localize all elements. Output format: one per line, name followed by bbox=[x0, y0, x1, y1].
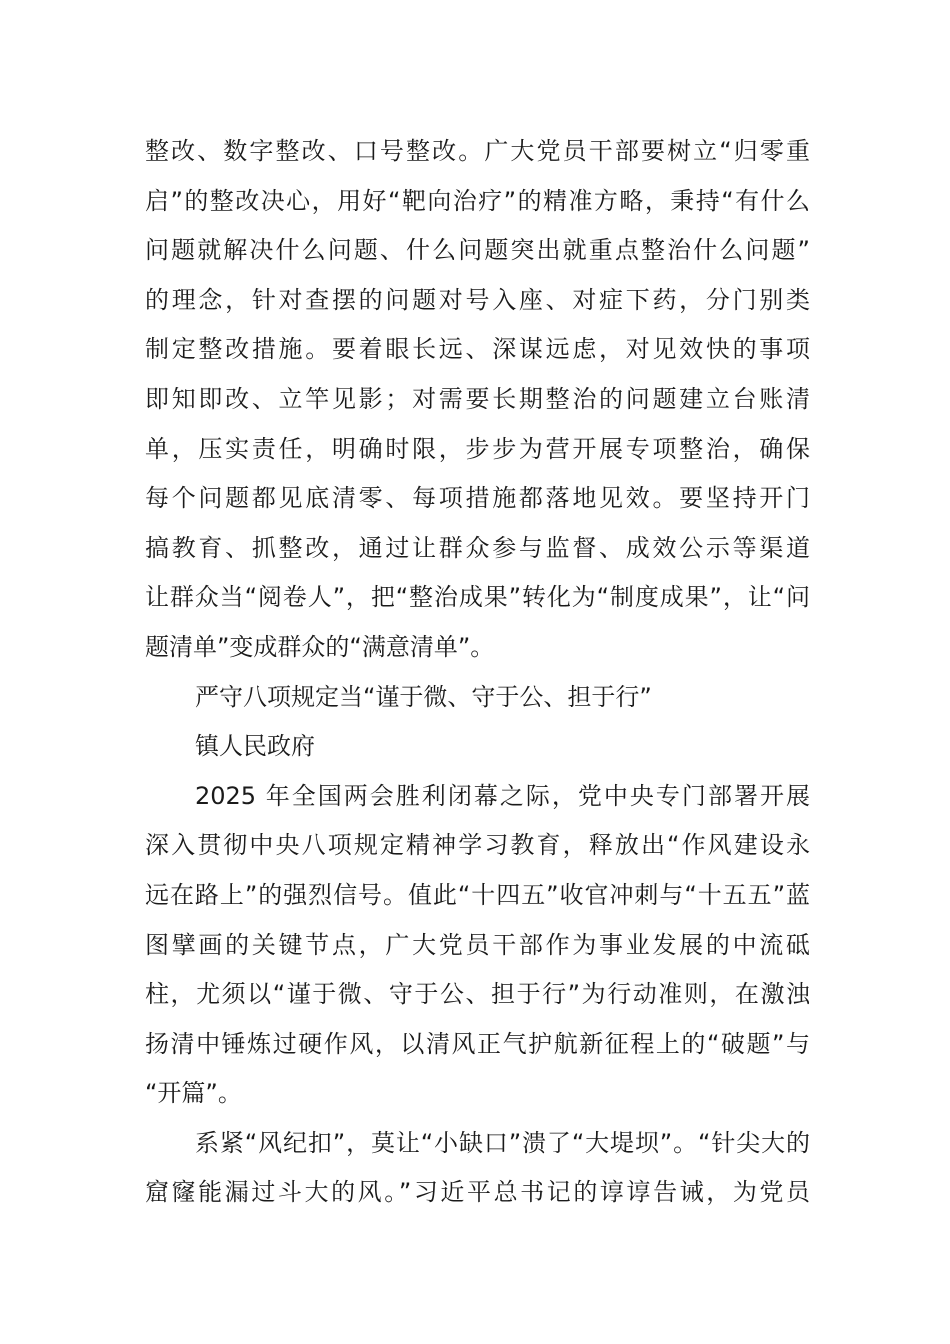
text-line: 图擘画的关键节点，广大党员干部作为事业发展的中流砥 bbox=[145, 930, 810, 959]
text-line: 窟窿能漏过斗大的风。”习近平总书记的谆谆告诫，为党员 bbox=[145, 1178, 810, 1207]
text-line: 即知即改、立竿见影；对需要长期整治的问题建立台账清 bbox=[145, 384, 810, 413]
article-title: 严守八项规定当“谨于微、守于公、担于行” bbox=[195, 682, 652, 711]
text-line: 题清单”变成群众的“满意清单”。 bbox=[145, 632, 495, 661]
text-line: 搞教育、抓整改，通过让群众参与监督、成效公示等渠道 bbox=[145, 533, 810, 562]
text-line: 每个问题都见底清零、每项措施都落地见效。要坚持开门 bbox=[145, 484, 810, 513]
article-author: 镇人民政府 bbox=[195, 732, 315, 761]
document-body bbox=[145, 127, 810, 1218]
text-line: 扬清中锤炼过硬作风，以清风正气护航新征程上的“破题”与 bbox=[145, 1029, 810, 1058]
text-line: “开篇”。 bbox=[145, 1079, 242, 1108]
text-line: 柱，尤须以“谨于微、守于公、担于行”为行动准则，在激浊 bbox=[145, 980, 810, 1009]
text-line: 远在路上”的强烈信号。值此“十四五”收官冲刺与“十五五”蓝 bbox=[145, 880, 810, 909]
paragraph-intro bbox=[145, 772, 810, 1119]
text-line: 问题就解决什么问题、什么问题突出就重点整治什么问题” bbox=[145, 236, 810, 265]
text-line: 2025 年全国两会胜利闭幕之际，党中央专门部署开展 bbox=[195, 781, 810, 810]
text-line: 让群众当“阅卷人”，把“整治成果”转化为“制度成果”，让“问 bbox=[145, 583, 810, 612]
text-line: 的理念，针对查摆的问题对号入座、对症下药，分门别类 bbox=[145, 285, 810, 314]
text-line: 系紧“风纪扣”，莫让“小缺口”溃了“大堤坝”。“针尖大的 bbox=[195, 1128, 810, 1157]
text-line: 单，压实责任，明确时限，步步为营开展专项整治，确保 bbox=[145, 434, 810, 463]
text-line: 制定整改措施。要着眼长远、深谋远虑，对见效快的事项 bbox=[145, 335, 810, 364]
text-line: 深入贯彻中央八项规定精神学习教育，释放出“作风建设永 bbox=[145, 831, 810, 860]
text-line: 启”的整改决心，用好“靶向治疗”的精准方略，秉持“有什么 bbox=[145, 186, 810, 215]
paragraph-continued-rectification bbox=[145, 127, 810, 673]
text-line: 整改、数字整改、口号整改。广大党员干部要树立“归零重 bbox=[145, 137, 810, 165]
paragraph-discipline bbox=[145, 1119, 810, 1218]
